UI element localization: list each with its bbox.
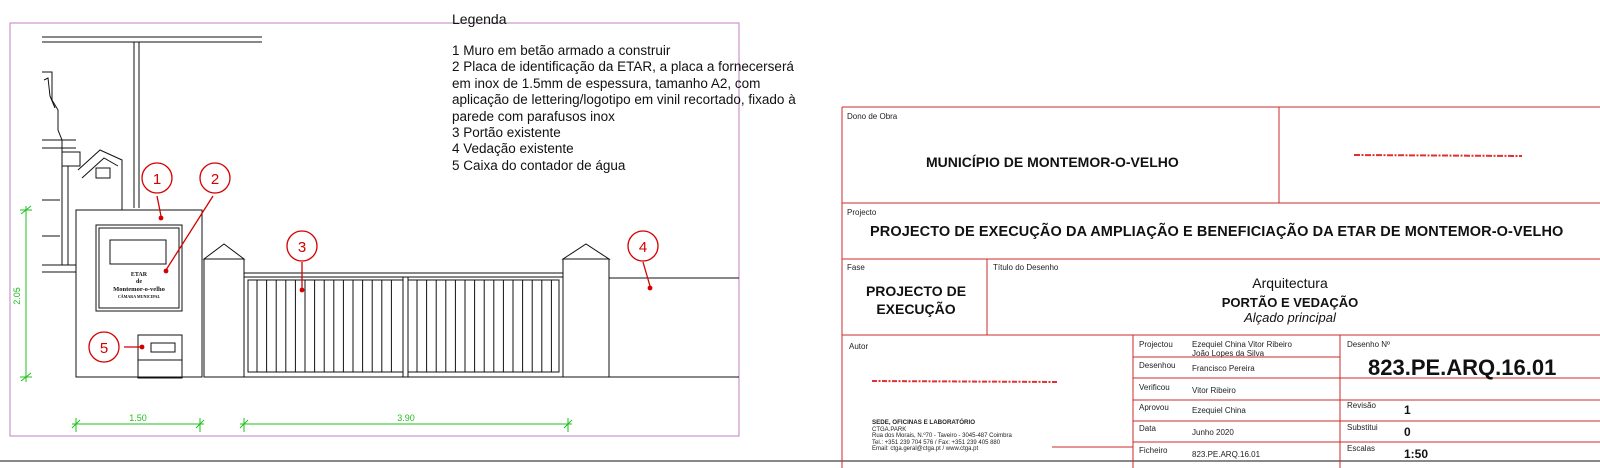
- balloon-5-label: 5: [99, 340, 109, 357]
- legend-item-5: 5 Caixa do contador de água: [452, 157, 626, 173]
- revision-value: 1: [1404, 403, 1411, 417]
- company-line-1: CTGA.PARK: [872, 426, 907, 433]
- company-line-3: Tel.: +351 239 704 576 / Fax: +351 239 405 880: [872, 439, 1001, 446]
- plate-text-1: ETAR: [130, 272, 148, 278]
- balloon-2-label: 2: [210, 171, 220, 188]
- gate-bars: [257, 280, 551, 372]
- legend-title: Legenda: [452, 11, 507, 27]
- title-line-2: PORTÃO E VEDAÇÃO: [1221, 295, 1359, 310]
- water-meter-box: [138, 335, 182, 378]
- author-label: Autor: [849, 342, 869, 351]
- plate-text-4: CÂMARA MUNICIPAL: [117, 294, 161, 299]
- balloon-4-label: 4: [638, 239, 648, 256]
- owner-label: Dono de Obra: [847, 112, 898, 121]
- scale-label: Escalas: [1347, 444, 1376, 453]
- role-value-verificou: Vitor Ribeiro: [1192, 386, 1236, 395]
- company-name: SEDE, OFICINAS E LABORATÓRIO: [872, 419, 976, 426]
- dim-width-wall: 1.50: [129, 413, 147, 423]
- role-value-ficheiro: 823.PE.ARQ.16.01: [1192, 450, 1261, 459]
- phase-label: Fase: [847, 263, 865, 272]
- role-value-projectou-2: João Lopes da Silva: [1192, 349, 1265, 358]
- role-label-data: Data: [1139, 424, 1156, 433]
- drawing-number-label: Desenho Nº: [1347, 340, 1390, 349]
- replaces-label: Substitui: [1347, 423, 1378, 432]
- company-line-4: Email: ctga.geral@ctga.pt / www.ctga.pt: [872, 446, 979, 453]
- drawing-title-label: Título do Desenho: [993, 263, 1059, 272]
- company-address: [872, 420, 1012, 453]
- company-line-2: Rua dos Morais, N.º70 - Taveiro - 3045-487 Coimbra: [872, 433, 1012, 440]
- balloon-1-label: 1: [152, 171, 162, 188]
- dim-height: 2.05: [12, 287, 22, 305]
- gate-pillars: [204, 244, 609, 377]
- existing-fence: [609, 278, 739, 377]
- background-building: [42, 37, 262, 272]
- plate-text-2: de: [136, 279, 142, 285]
- author-redacted-mark: [872, 381, 1058, 382]
- replaces-value: 0: [1404, 425, 1411, 439]
- plate-text-3: Montemor-o-velho: [113, 286, 165, 293]
- legend-list: [452, 43, 812, 174]
- role-label-verificou: Verificou: [1139, 383, 1170, 392]
- drawing-number: 823.PE.ARQ.16.01: [1368, 355, 1557, 380]
- project-name: PROJECTO DE EXECUÇÃO DA AMPLIAÇÃO E BENEFICIAÇÃO DA ETAR DE MONTEMOR-O-VELHO: [870, 224, 1564, 240]
- phase-value: [852, 282, 980, 318]
- legend-item-4: 4 Vedação existente: [452, 141, 574, 157]
- role-value-aprovou: Ezequiel China: [1192, 406, 1246, 415]
- owner-redacted-mark: [1354, 155, 1522, 156]
- scale-value: 1:50: [1404, 447, 1429, 461]
- phase-line-2: EXECUÇÃO: [876, 301, 956, 317]
- role-value-projectou: Ezequiel China Vitor Ribeiro: [1192, 340, 1292, 349]
- role-label-ficheiro: Ficheiro: [1139, 446, 1168, 455]
- existing-gate: [244, 273, 563, 377]
- role-value-data: Junho 2020: [1192, 428, 1234, 437]
- role-label-aprovou: Aprovou: [1139, 403, 1169, 412]
- phase-line-1: PROJECTO DE: [865, 283, 967, 299]
- dim-width-gate: 3.90: [397, 413, 415, 423]
- role-value-desenhou: Francisco Pereira: [1192, 364, 1255, 373]
- title-line-3: Alçado principal: [1244, 310, 1336, 325]
- title-line-1: Arquitectura: [1252, 275, 1328, 291]
- balloon-3-label: 3: [297, 239, 307, 256]
- project-label: Projecto: [847, 208, 877, 217]
- revision-label: Revisão: [1347, 401, 1376, 410]
- legend-item-1: 1 Muro em betão armado a construir: [452, 43, 671, 58]
- role-label-projectou: Projectou: [1139, 340, 1173, 349]
- legend-item-3: 3 Portão existente: [452, 125, 561, 141]
- role-label-desenhou: Desenhou: [1139, 361, 1176, 370]
- legend-item-2: 2 Placa de identificação da ETAR, a placa a fornecerserá em inox de 1.5mm de espessura, tamanho A2, com aplicação de lettering/logotipo em vinil recortado, fixado à parede com parafusos inox: [452, 59, 796, 124]
- owner-name: MUNICÍPIO DE MONTEMOR-O-VELHO: [926, 154, 1179, 170]
